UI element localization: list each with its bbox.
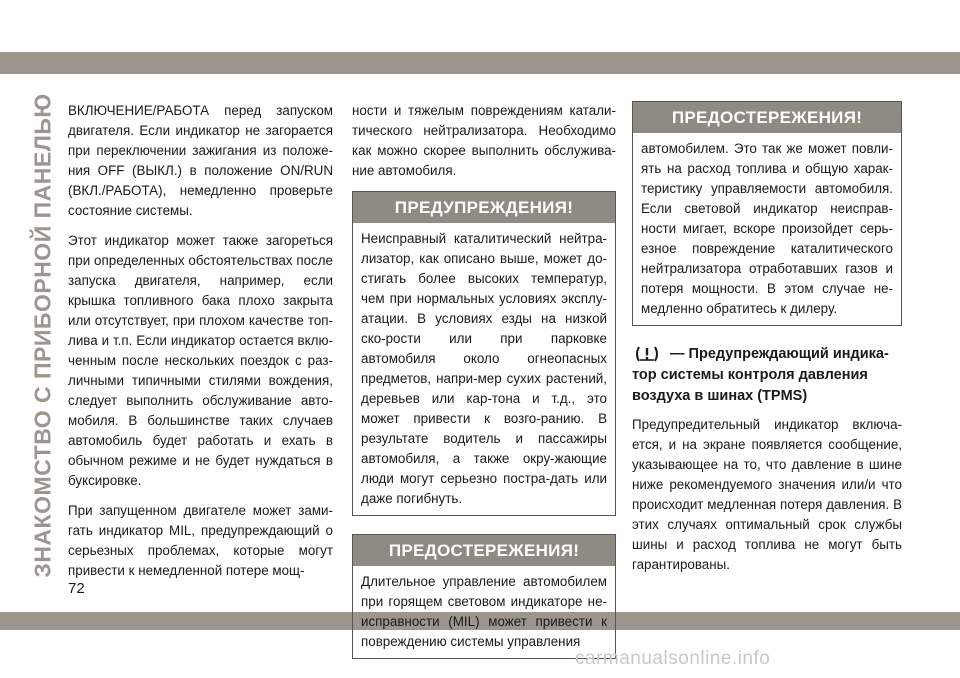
page-number: 72 — [68, 580, 85, 597]
caution-box-title: ПРЕДОСТЕРЕЖЕНИЯ! — [633, 102, 901, 133]
paragraph: ности и тяжелым повреждениям катали-тического нейтрализатора. Необходимо как можно скорее выполнить обслужива-ние автомобиля. — [352, 103, 616, 178]
warning-box-title: ПРЕДУПРЕЖДЕНИЯ! — [353, 192, 615, 223]
paragraph: При запущенном двигателе может зами-гать индикатор MIL, предупреждающий о серьезных проблемах, которые могут привести к немедленной потере мощ- — [68, 503, 333, 578]
tire-pressure-warning-icon — [632, 345, 662, 363]
top-decorative-bar — [0, 52, 960, 74]
caution-box-continued — [632, 101, 902, 326]
tpms-heading — [632, 344, 902, 407]
column-2 — [352, 101, 616, 677]
section-side-title-text: ЗНАКОМСТВО С ПРИБОРНОЙ ПАНЕЛЬЮ — [29, 92, 56, 578]
paragraph: Этот индикатор может также загореться при определенных обстоятельствах после запуска двигателя, например, если крышка топливного бака плохо закрыта или отсутствует, при плохом качестве топ-лива и т.п. Если индикатор остается вклю-ченным после нескольких поездок с раз-личными типичными стилями вождения, следует выполнить обслуживание авто-мобиля. В большинстве таких случаев автомобиль будет работать и ехать в обычном режиме и не будет нуждаться в буксировке. — [68, 233, 333, 488]
caution-box-title: ПРЕДОСТЕРЕЖЕНИЯ! — [353, 535, 615, 566]
paragraph: Предупредительный индикатор включа-ется, и на экране появляется сообщение, указывающее на то, что давление в шине ниже рекомендуемого значения или/и что происходит медленная потеря давления. В этих случаях оптимальный срок службы шины и расход топлива не могут быть гарантированы. — [632, 417, 902, 572]
tpms-heading-text: — Предупреждающий индика-тор системы контроля давления воздуха в шинах (TPMS) — [632, 346, 889, 404]
warning-box-text: Неисправный каталитический нейтра-лизатор, как описано выше, может до-стигать более высоких температур, чем при нормальных условиях эксплу-атации. В условиях езды на низкой ско-рости или при парковке автомобиля около огнеопасных предметов, напри-мер сухих растений, деревьев или кар-тона и т.д., это может привести к возго-ранию. В результате водитель и пассажиры автомобиля, а также окру-жающие люди могут серьезно постра-дать или даже погибнуть. — [361, 231, 607, 506]
warning-box — [352, 191, 616, 516]
caution-box — [352, 534, 616, 659]
section-side-title — [23, 92, 63, 578]
column-3 — [632, 101, 902, 585]
column-1 — [68, 101, 333, 591]
watermark: carmanualsonline.info — [575, 648, 771, 669]
paragraph: ВКЛЮЧЕНИЕ/РАБОТА перед запуском двигателя. Если индикатор не загорается при переключении зажигания из положе-ния OFF (ВЫКЛ.) в положение ON/RUN (ВКЛ./РАБОТА), немедленно проверьте состояние системы. — [68, 103, 333, 218]
caution-box-text: автомобилем. Это так же может повли-ять на расход топлива и общую харак-теристику управляемости автомобиля. Если световой индикатор неисправ-ности мигает, вскоре произойдет серь-езное повреждение каталитического нейтрализатора отработавших газов и потеря мощности. В этом случае не-медленно обратитесь к дилеру. — [641, 141, 893, 316]
caution-box-text: Длительное управление автомобилем при горящем световом индикаторе не-исправности (MIL) может привести к повреждению системы управления — [361, 574, 607, 649]
